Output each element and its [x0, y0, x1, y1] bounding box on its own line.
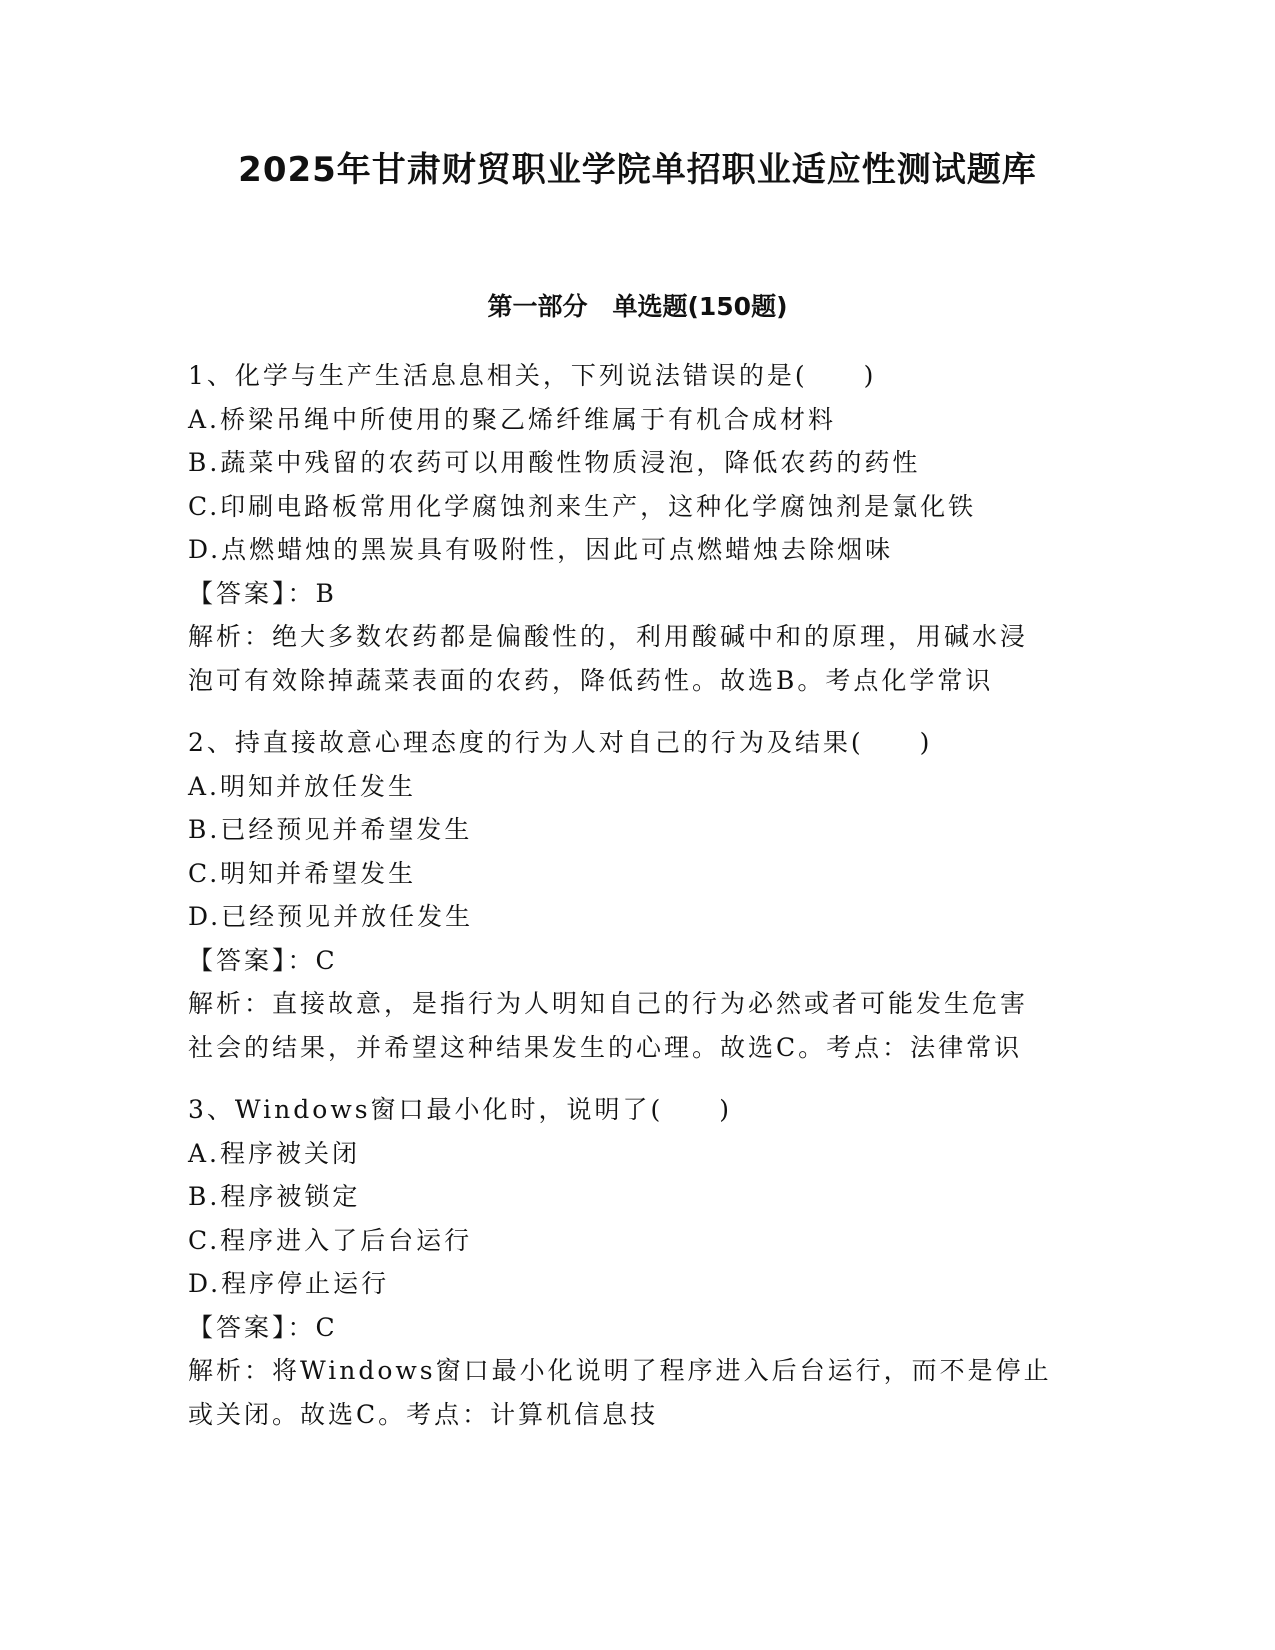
analysis-line: 社会的结果，并希望这种结果发生的心理。故选C。考点：法律常识	[188, 1032, 1023, 1062]
answer: 【答案】：C	[188, 1312, 338, 1342]
answer: 【答案】：B	[188, 578, 337, 608]
option-c: C.印刷电路板常用化学腐蚀剂来生产，这种化学腐蚀剂是氯化铁	[188, 491, 977, 521]
section-title: 第一部分 单选题(150题)	[487, 292, 788, 321]
option-d: D.点燃蜡烛的黑炭具有吸附性，因此可点燃蜡烛去除烟味	[188, 535, 894, 564]
question-stem: 3、Windows窗口最小化时，说明了( )	[188, 1095, 733, 1124]
option-a: A.明知并放任发生	[188, 771, 417, 801]
option-b: B.已经预见并希望发生	[188, 815, 473, 844]
answer: 【答案】：C	[188, 945, 338, 975]
document-title: 2025年甘肃财贸职业学院单招职业适应性测试题库	[238, 150, 1037, 190]
analysis-line: 解析：将Windows窗口最小化说明了程序进入后台运行，而不是停止	[188, 1356, 1052, 1385]
option-d: D.程序停止运行	[188, 1269, 390, 1298]
option-d: D.已经预见并放任发生	[188, 902, 474, 931]
question-item	[188, 721, 1068, 1069]
option-c: C.明知并希望发生	[188, 858, 417, 888]
option-a: A.程序被关闭	[188, 1138, 361, 1168]
question-item	[188, 354, 1068, 702]
question-stem: 2、持直接故意心理态度的行为人对自己的行为及结果( )	[188, 728, 933, 757]
option-a: A.桥梁吊绳中所使用的聚乙烯纤维属于有机合成材料	[188, 404, 837, 434]
option-b: B.程序被锁定	[188, 1182, 361, 1211]
option-b: B.蔬菜中残留的农药可以用酸性物质浸泡，降低农药的药性	[188, 448, 921, 477]
question-item	[188, 1088, 1068, 1436]
analysis-line: 解析：绝大多数农药都是偏酸性的，利用酸碱中和的原理，用碱水浸	[188, 622, 1029, 651]
option-c: C.程序进入了后台运行	[188, 1225, 473, 1255]
analysis-line: 解析：直接故意，是指行为人明知自己的行为必然或者可能发生危害	[188, 989, 1029, 1018]
analysis-line: 泡可有效除掉蔬菜表面的农药，降低药性。故选B。考点化学常识	[188, 665, 994, 695]
question-list	[188, 354, 1068, 1455]
question-stem: 1、化学与生产生活息息相关，下列说法错误的是( )	[188, 361, 877, 390]
analysis-line: 或关闭。故选C。考点：计算机信息技	[188, 1399, 659, 1429]
